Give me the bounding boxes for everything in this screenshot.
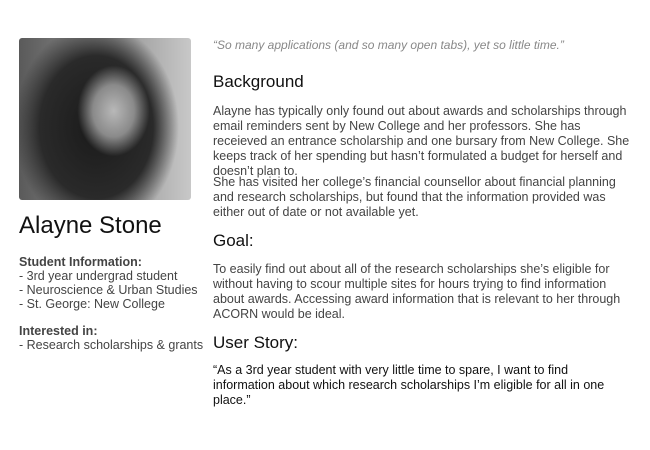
interest-item: - Research scholarships & grants — [19, 338, 204, 352]
student-info-section — [19, 255, 198, 311]
user-story-heading: User Story: — [213, 333, 299, 352]
goal-text: To easily find out about all of the research scholarships she’s eligible for without having to scour multiple sites for hours trying to find information about awards. Accessing award information that is relevant to her through ACORN would be ideal. — [213, 262, 621, 321]
student-info-label: Student Information: — [19, 255, 142, 269]
background-paragraph: She has visited her college’s financial counsellor about financial planning and research scholarships, but found that the information provided was either out of date or not available yet. — [213, 175, 616, 219]
persona-photo — [19, 38, 191, 200]
background-heading: Background — [213, 72, 304, 91]
persona-name: Alayne Stone — [19, 212, 162, 239]
background-paragraph: Alayne has typically only found out about awards and scholarships through email reminders sent by New College and her professors. She has receieved an entrance scholarship and one bursary from New College. She keeps track of her spending but hasn’t formulated a budget for herself and doesn’t plan to. — [213, 104, 630, 178]
persona-quote: “So many applications (and so many open tabs), yet so little time.” — [213, 38, 564, 52]
student-info-item: - 3rd year undergrad student — [19, 269, 178, 283]
interests-section — [19, 324, 203, 352]
user-story-text: “As a 3rd year student with very little time to spare, I want to find information about which research scholarships I’m eligible for all in one place.” — [213, 363, 605, 407]
student-info-item: - Neuroscience & Urban Studies — [19, 283, 198, 297]
goal-heading: Goal: — [213, 231, 254, 250]
student-info-item: - St. George: New College — [19, 297, 165, 311]
interests-label: Interested in: — [19, 324, 98, 338]
